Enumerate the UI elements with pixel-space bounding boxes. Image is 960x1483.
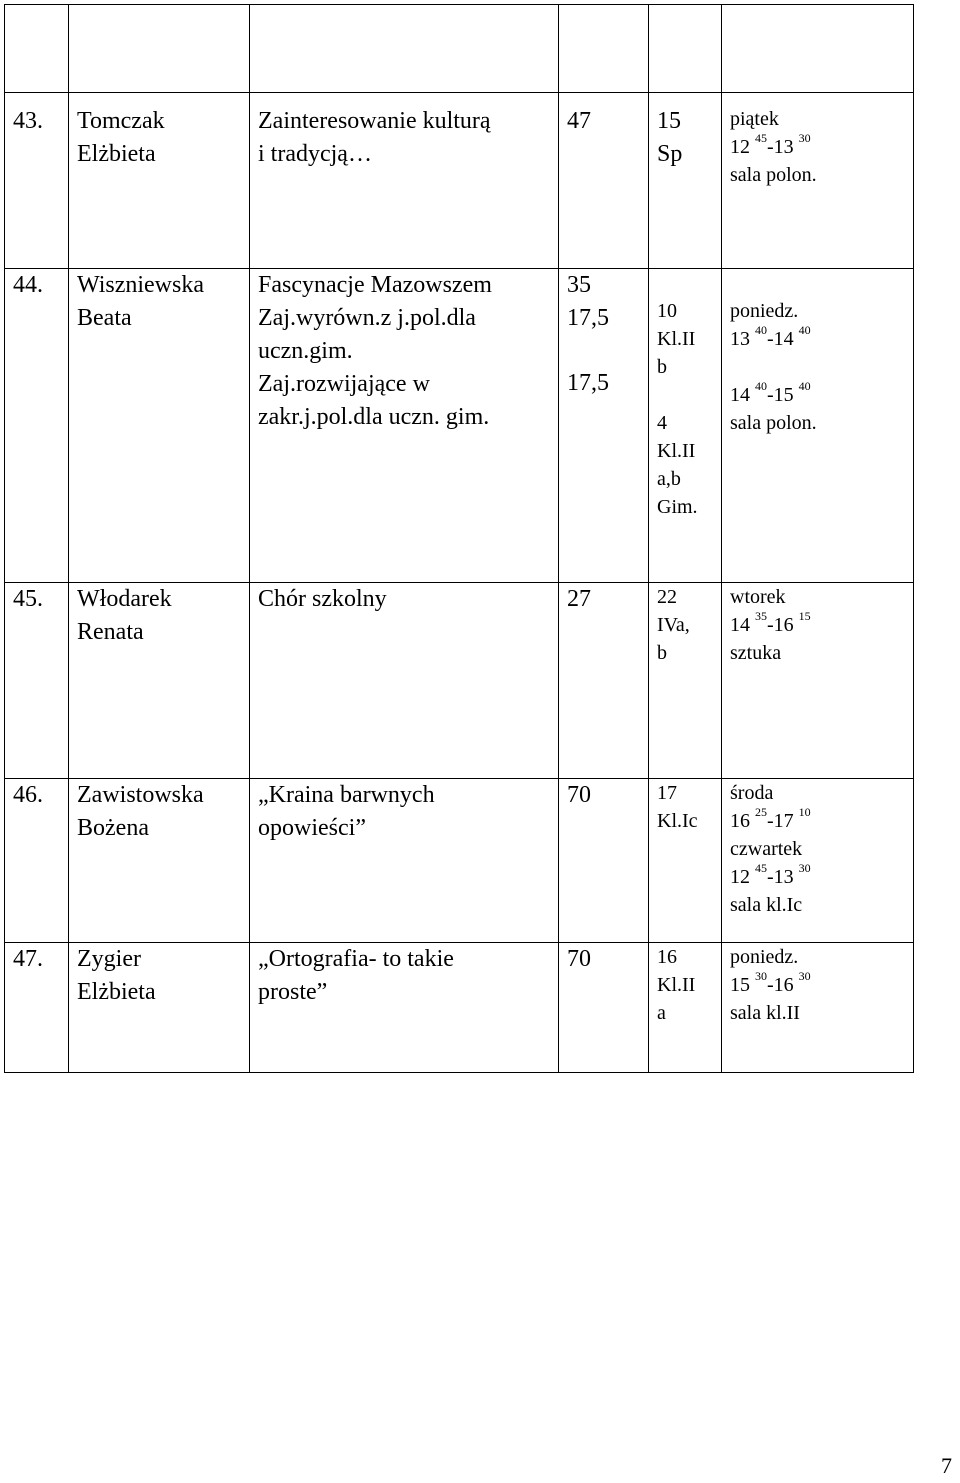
- topic-line: i tradycją…: [258, 141, 372, 167]
- header-cell: [559, 5, 649, 93]
- participants-group: Kl.II: [657, 974, 696, 996]
- teacher-firstname: Elżbieta: [77, 141, 156, 167]
- participants-count: 22: [657, 586, 677, 608]
- table-row: [5, 779, 914, 943]
- row-number-text: 43.: [13, 108, 43, 134]
- hours-cell: [559, 943, 649, 1073]
- participants-group: Kl.II: [657, 440, 696, 462]
- schedule-cell: [722, 269, 914, 583]
- hours-value: 27: [567, 586, 591, 612]
- schedule-room: sztuka: [730, 642, 782, 664]
- teacher-surname: Tomczak: [77, 108, 165, 134]
- hours-value: 70: [567, 782, 591, 808]
- topic-line: Zaj.rozwijające w: [258, 371, 430, 397]
- teacher-name: [69, 269, 250, 583]
- schedule-day: wtorek: [730, 586, 786, 608]
- schedule-time: 12 $^{45}$-13 $^{30}$: [730, 861, 811, 888]
- schedule-cell: [722, 583, 914, 779]
- activity-topic: [250, 583, 559, 779]
- topic-line: Chór szkolny: [258, 586, 387, 612]
- hours-value: 47: [567, 108, 591, 134]
- participants-cell: [649, 583, 722, 779]
- header-cell: [722, 5, 914, 93]
- schedule-day: poniedz.: [730, 946, 799, 968]
- topic-line: uczn.gim.: [258, 338, 353, 364]
- participants-group: a: [657, 1002, 666, 1024]
- row-number-text: 45.: [13, 586, 43, 612]
- row-number: [5, 269, 69, 583]
- participants-count: 16: [657, 946, 677, 968]
- topic-line: proste”: [258, 979, 328, 1005]
- participants-group: Kl.II: [657, 328, 696, 350]
- table-row: [5, 93, 914, 269]
- row-number-text: 47.: [13, 946, 43, 972]
- participants-group: IVa,: [657, 614, 690, 636]
- participants-cell: [649, 943, 722, 1073]
- activity-topic: [250, 93, 559, 269]
- schedule-day: czwartek: [730, 838, 803, 860]
- participants-cell: [649, 269, 722, 583]
- participants-count: 17: [657, 782, 677, 804]
- schedule-room: sala polon.: [730, 164, 817, 186]
- schedule-day: poniedz.: [730, 300, 799, 322]
- schedule-room: sala polon.: [730, 412, 817, 434]
- table-row: [5, 583, 914, 779]
- activity-topic: [250, 943, 559, 1073]
- row-number: [5, 93, 69, 269]
- teacher-name: [69, 93, 250, 269]
- hours-value: 17,5: [567, 370, 609, 396]
- participants-count: 4: [657, 412, 667, 434]
- header-cell: [250, 5, 559, 93]
- topic-line: Fascynacje Mazowszem: [258, 272, 492, 298]
- schedule-time: 14 $^{35}$-16 $^{15}$: [730, 609, 811, 636]
- hours-cell: [559, 93, 649, 269]
- teacher-firstname: Bożena: [77, 815, 149, 841]
- schedule-cell: [722, 779, 914, 943]
- participants-group: Gim.: [657, 496, 698, 518]
- topic-line: zakr.j.pol.dla uczn. gim.: [258, 404, 490, 430]
- header-cell: [5, 5, 69, 93]
- topic-line: „Ortografia- to takie: [258, 946, 454, 972]
- teacher-name: [69, 779, 250, 943]
- topic-line: opowieści”: [258, 815, 366, 841]
- teacher-firstname: Beata: [77, 305, 132, 331]
- schedule-time: 14 $^{40}$-15 $^{40}$: [730, 379, 811, 406]
- row-number: [5, 583, 69, 779]
- teacher-surname: Włodarek: [77, 586, 172, 612]
- schedule-cell: [722, 93, 914, 269]
- hours-value: 70: [567, 946, 591, 972]
- table-header-row: [5, 5, 914, 93]
- hours-cell: [559, 583, 649, 779]
- teacher-surname: Wiszniewska: [77, 272, 204, 298]
- schedule-time: 13 $^{40}$-14 $^{40}$: [730, 323, 811, 350]
- participants-count: 10: [657, 300, 677, 322]
- hours-cell: [559, 779, 649, 943]
- schedule-time: 15 $^{30}$-16 $^{30}$: [730, 969, 811, 996]
- hours-cell: [559, 269, 649, 583]
- schedule-cell: [722, 943, 914, 1073]
- teacher-surname: Zawistowska: [77, 782, 204, 808]
- teacher-firstname: Renata: [77, 619, 144, 645]
- hours-value: 17,5: [567, 305, 609, 331]
- participants-group: Kl.Ic: [657, 810, 698, 832]
- participants-group: b: [657, 356, 667, 378]
- table-row: [5, 269, 914, 583]
- schedule-table: [4, 4, 914, 1073]
- schedule-room: sala kl.II: [730, 1002, 800, 1024]
- topic-line: „Kraina barwnych: [258, 782, 435, 808]
- hours-value: 35: [567, 272, 591, 298]
- activity-topic: [250, 269, 559, 583]
- header-cell: [649, 5, 722, 93]
- participants-group: b: [657, 642, 667, 664]
- row-number: [5, 779, 69, 943]
- row-number-text: 44.: [13, 272, 43, 298]
- activity-topic: [250, 779, 559, 943]
- schedule-room: sala kl.Ic: [730, 894, 803, 916]
- row-number: [5, 943, 69, 1073]
- schedule-time: 16 $^{25}$-17 $^{10}$: [730, 805, 811, 832]
- schedule-day: środa: [730, 782, 774, 804]
- teacher-firstname: Elżbieta: [77, 979, 156, 1005]
- teacher-name: [69, 583, 250, 779]
- schedule-time: 12 $^{45}$-13 $^{30}$: [730, 131, 811, 158]
- teacher-surname: Zygier: [77, 946, 141, 972]
- page-number: 7: [941, 1453, 952, 1478]
- topic-line: Zainteresowanie kulturą: [258, 108, 491, 134]
- row-number-text: 46.: [13, 782, 43, 808]
- topic-line: Zaj.wyrówn.z j.pol.dla: [258, 305, 476, 331]
- participants-cell: [649, 779, 722, 943]
- table-row: [5, 943, 914, 1073]
- participants-group: Sp: [657, 141, 683, 167]
- participants-group: a,b: [657, 468, 681, 490]
- participants-count: 15: [657, 108, 681, 134]
- teacher-name: [69, 943, 250, 1073]
- participants-cell: [649, 93, 722, 269]
- schedule-day: piątek: [730, 108, 779, 130]
- header-cell: [69, 5, 250, 93]
